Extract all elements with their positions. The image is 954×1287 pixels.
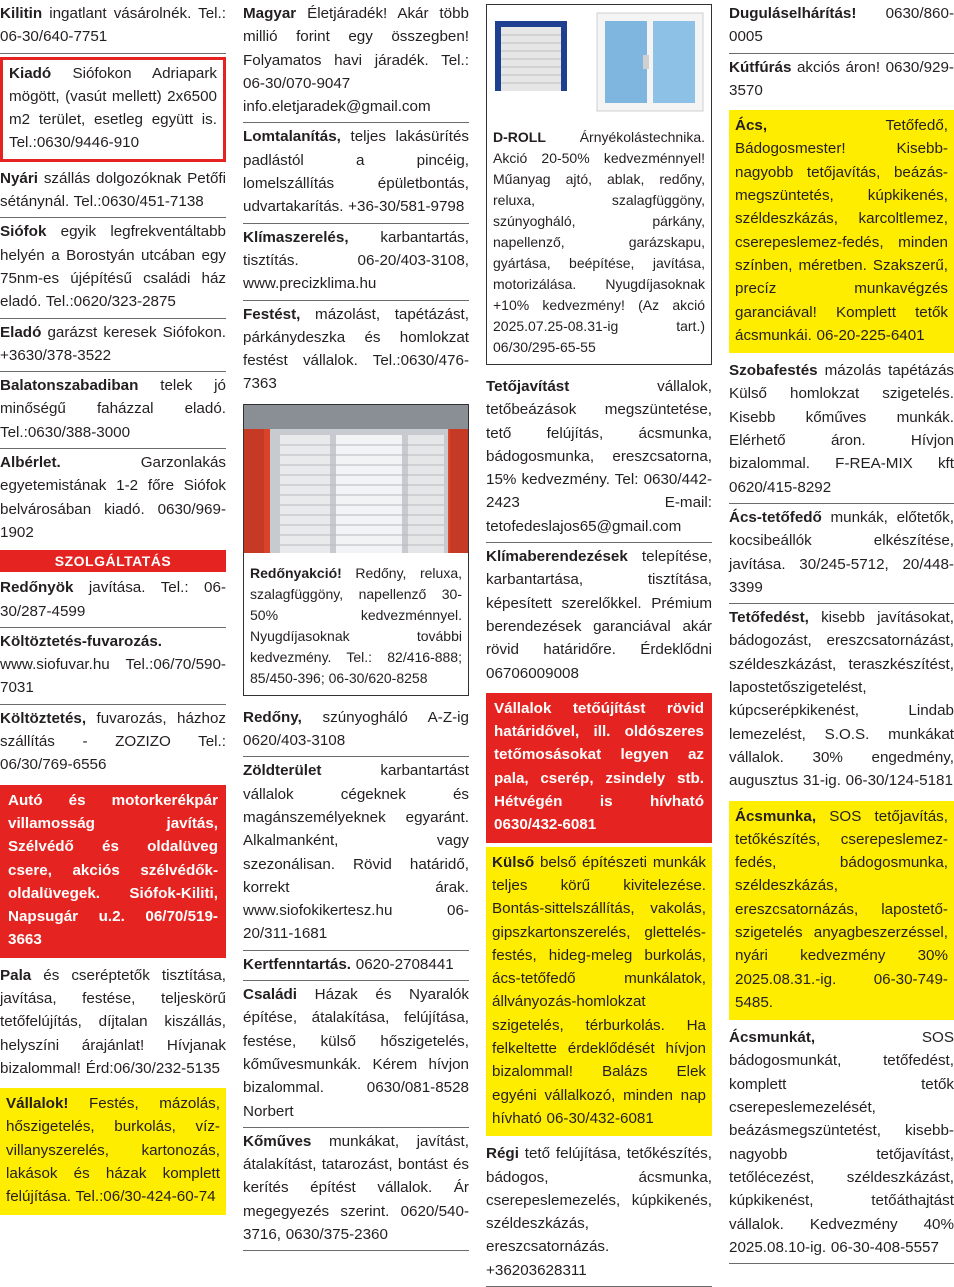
ad-klimaszereles: Klímaszerelés, karbantartás, tisztítás. 06-20/403-3108, www.precizklima.hu: [243, 224, 469, 301]
ad-alberlet: Albérlet. Garzonlakás egyetemistának 1-2 főre Siófok belvárosában kiadó. 0630/969-1902: [0, 454, 226, 541]
ad-nyari-szallas: Nyári szállás dolgozóknak Petőfi sétánynál. Tel.:0630/451-7138: [0, 165, 226, 219]
ad-zoldterulet: Zöldterület karbantartást vállalok cégeknek és magánszemélyeknek egyaránt. Alkalmanként, vagy szezonálisan. Rövid határidő, korrekt árak. www.siofokikertesz.hu 06-20/311-1681: [243, 757, 469, 950]
ad-koltoztetes-zozizo: Költöztetés, fuvarozás, házhoz szállítás - ZOZIZO Tel.: 06/30/769-6556: [0, 709, 226, 774]
window-and-shutter-photo: [487, 5, 711, 117]
ad-tetojavitas: Tetőjavítást vállalok, tetőbeázások megszüntetése, tető felújítás, ácsmunka, bádogosmunka, ereszcsatorna, 15% kedvezmény. Tel: 0630/442-2423 E-mail: tetofedeslajos65@gmail.com: [486, 373, 712, 543]
ad-vallalok-festes: Vállalok! Festés, mázolás, hőszigetelés, burkolás, víz-villanyszerelés, kartonozás, lakások és házak komplett felújítása. Tel.:06/30-424-60-74: [0, 1088, 226, 1214]
ad-pala: Pala és cseréptetők tisztítása, javítása, festése, teljeskörű tetőfelújítás, díjtalan kiszállás, helyszíni árajánlat! Hívjanak bizalommal! Érd:06/30/232-5135: [0, 966, 226, 1077]
ad-csaladi-hazak: Családi Házak és Nyaralók építése, átalakítása, felújítása, festése, külső hőszigetelés, kőművesmunkák. Kérem hívjon bizalommal. 0630/081-8528 Norbert: [243, 981, 469, 1128]
ad-kertfenntartas: Kertfenntartás. 0620-2708441: [243, 951, 469, 981]
ad-regi-teto: Régi tető felújítása, tetőkészítés, bádogos, ácsmunka, cserepeslemezelés, kúpkikenés, széldeszkázás, ereszcsatornázás. +36203628311: [486, 1140, 712, 1287]
ad-tetoujitas: Vállalok tetőújítást rövid határidővel, ill. oldószeres tetőmosásokat legyen az pala, cserép, zsindely stb. Hétvégén is hívható 0630/432-6081: [486, 693, 712, 843]
ad-dugulaselharitas: Duguláselhárítás! 0630/860-0005: [729, 0, 954, 54]
ad-lomtalanitas: Lomtalanítás, teljes lakásürítés padlástól a pincéig, lomelszállítás épületbontás, udvartakarítás. +36-30/581-9798: [243, 123, 469, 223]
column-1: [0, 0, 226, 1219]
ad-redonyok: Redőnyök javítása. Tel.: 06-30/287-4599: [0, 574, 226, 628]
ad-komuves: Kőműves munkákat, javítást, átalakítást, tatarozást, bontást és kerítés építést vállalok. Ár megegyezés szerint. 0620/540-3716, 0630/375-2360: [243, 1128, 469, 1251]
column-3: [486, 0, 712, 1287]
ad-redonyakcio: Redőnyakció! Redőny, reluxa, szalagfüggöny, napellenző 30-50% kedvezménnyel. Nyugdíjasoknak további kedvezmény. Tel.: 82/416-888; 85/450-396; 06-30/620-8258: [250, 564, 462, 686]
ad-klimaberendezesek: Klímaberendezések telepítése, karbantartása, tisztítása, képesített szerelőkkel. Prémium berendezések garanciával akár rövid határidőre. Érdeklődni 06706009008: [486, 548, 712, 682]
ad-siofok-haz: Siófok egyik legfrekventáltabb helyén a Borostyán utcában egy 75nm-es újépítésű családi ház eladó. Tel.:0620/323-2875: [0, 218, 226, 318]
ad-kulso-belso: Külső belső építészeti munkák teljes körű kivitelezése. Bontás-sittelszállítás, vakolás, gipszkartonszerelés, glettelés-festés, hideg-meleg burkolás, ács-tetőfedő munkálatok, állványozás-homlokzat szigetelés, térburkolás. Ha felkeltette érdeklődését hívjon bizalommal! Balázs Elek egyéni vállalkozó, minden nap hívható 06-30/432-6081: [486, 847, 712, 1137]
column-2: [243, 0, 469, 1251]
ad-droll: D-ROLL Árnyékolástechnika. Akció 20-50% kedvezménnyel! Műanyag ajtó, ablak, redőny, reluxa, szalagfüggöny, szúnyogháló, párkány, napellenző, garázskapu, gyártása, beépítése, javítása, motorizálása. Nyugdíjasoknak +10% kedvezmény! (Az akció 2025.07.25-08.31-ig tart.) 06/30/295-65-55: [493, 129, 705, 355]
ad-kutfuras: Kútfúrás akciós áron! 0630/929-3570: [729, 58, 954, 99]
ad-redony-szunyoghalo: Redőny, szúnyogháló A-Z-ig 0620/403-3108: [243, 704, 469, 758]
ad-droll-box: [486, 4, 712, 365]
ad-acsmunka-sos: Ácsmunka, SOS tetőjavítás, tetőkészítés, cserepeslemez-fedés, bádogosmunka, széldeszkázás, ereszcsatornázás, lapostető-szigetelés anyagbeszerzéssel, nyári kedvezmény 30% 2025.08.31.-ig. 06-30-749-5485.: [729, 801, 954, 1021]
ad-eletjaradek: Magyar Életjáradék! Akár több millió forint egy összegben! Folyamatos havi járadék. Tel.: 06-30/070-9047 info.eletjaradek@gmail.com: [243, 0, 469, 123]
ad-acs-tetofedo-badogos: Ács, Tetőfedő, Bádogosmester! Kisebb-nagyobb tetőjavítás, beázás-megszüntetés, kúpkikenés, széldeszkázás, karcoltlemez, cserepeslemez-fedés, minden színben, méretben. Szakszerű, precíz munkavégzés garanciával! Komplett tetők ácsmunkái. 06-20-225-6401: [729, 110, 954, 353]
ad-koltoztetes-fuvarozas: Költöztetés-fuvarozás. www.siofuvar.hu Tel.:06/70/590-7031: [0, 628, 226, 705]
ad-acsmunkat: Ácsmunkát, SOS bádogosmunkát, tetőfedést, komplett tetők cserepeslemezelését, beázásmegszüntetést, kisebb-nagyobb tetőjavítást, tetőlécezést, széldeszkázást, kúpkikenést, tetőáthajtást vállalok. Kedvezmény 40% 2025.08.10-ig. 06-30-408-5557: [729, 1024, 954, 1264]
window-shutter-photo: [244, 405, 468, 553]
ad-garazs: Eladó garázst keresek Siófokon. +3630/378-3522: [0, 319, 226, 373]
ad-acs-tetofedo: Ács-tetőfedő munkák, előtetők, kocsibeállók elkészítése, javítása. 30/245-5712, 20/448-3399: [729, 504, 954, 604]
section-header-szolgaltatas: SZOLGÁLTATÁS: [0, 550, 226, 572]
ad-redonyakcio-box: [243, 404, 469, 696]
ad-kiliti: Kilitin ingatlant vásárolnék. Tel.: 06-30/640-7751: [0, 0, 226, 54]
column-4: [729, 0, 954, 1264]
ad-tetofedes: Tetőfedést, kisebb javításokat, bádogozást, ereszcsatornázást, széldeszkázást, teraszkészítést, lapostetőszigetelést, kúpcserépkikenést, Lindab lemezelést, S.O.S. munkákat vállalok. 30% engedmény, augusztus 31-ig. 06-30/124-5181: [729, 609, 954, 790]
ad-balatonszabadi: Balatonszabadiban telek jó minőségű faházzal eladó. Tel.:0630/388-3000: [0, 372, 226, 449]
ad-kiado-siofok: Kiadó Siófokon Adriapark mögött, (vasút mellett) 2x6500 m2 terület, esetleg együtt is. Tel.:0630/9446-910: [0, 57, 226, 162]
ad-szobafestes: Szobafestés mázolás tapétázás Külső homlokzat szigetelés. Kisebb kőműves munkák. Elérhető áron. Hívjon bizalommal. F-REA-MIX kft 0620/415-8292: [729, 357, 954, 504]
ad-auto-villamossag: Autó és motorkerékpár villamosság javítás, Szélvédő és oldalüveg csere, akciós szélvédők-oldalüvegek. Siófok-Kiliti, Napsugár u.2. 06/70/519-3663: [0, 785, 226, 958]
ad-festest: Festést, mázolást, tapétázást, párkánydeszka és homlokzat festést vállalok. Tel.:0630/476-7363: [243, 305, 469, 393]
